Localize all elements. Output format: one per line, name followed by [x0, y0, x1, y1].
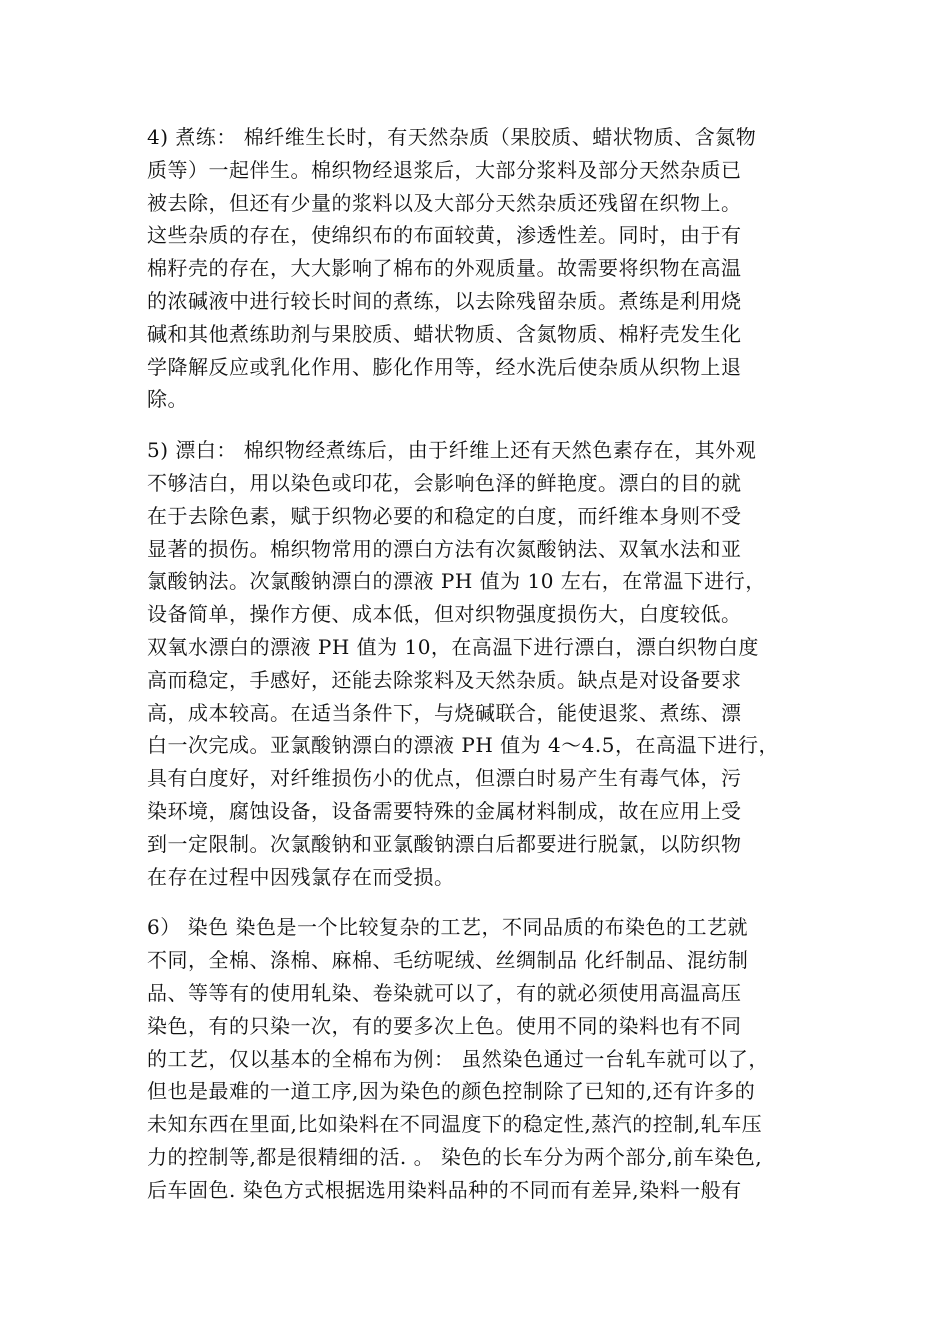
text-line: 不够洁白，用以染色或印花，会影响色泽的鲜艳度。漂白的目的就	[147, 470, 742, 495]
text-line: 氯酸钠法。次氯酸钠漂白的漂液 PH 值为 10 左右，在常温下进行，	[147, 569, 766, 594]
text-line: 后车固色. 染色方式根据选用染料品种的不同而有差异,染料一般有	[147, 1177, 742, 1202]
text-line: 在存在过程中因残氯存在而受损。	[147, 864, 455, 889]
text-line: 品、等等有的使用轧染、卷染就可以了，有的就必须使用高温高压	[147, 980, 742, 1005]
text-line: 显著的损伤。棉织物常用的漂白方法有次氮酸钠法、双氧水法和亚	[147, 536, 742, 561]
text-line: 质等）一起伴生。棉织物经退浆后，大部分浆料及部分天然杂质已	[147, 157, 742, 182]
text-line: 的工艺，仅以基本的全棉布为例： 虽然染色通过一台轧车就可以了，	[147, 1046, 769, 1071]
text-line: 力的控制等,都是很精细的活. 。 染色的长车分为两个部分,前车染色,	[147, 1144, 763, 1169]
text-line: 白一次完成。亚氯酸钠漂白的漂液 PH 值为 4～4.5，在高温下进行，	[147, 733, 780, 758]
text-line: 棉籽壳的存在，大大影响了棉布的外观质量。故需要将织物在高温	[147, 256, 742, 281]
text-line: 未知东西在里面,比如染料在不同温度下的稳定性,蒸汽的控制,轧车压	[147, 1112, 763, 1137]
text-line: 学降解反应或乳化作用、膨化作用等，经水洗后使杂质从织物上退	[147, 354, 742, 379]
text-line: 这些杂质的存在，使绵织布的布面较黄，渗透性差。同时，由于有	[147, 223, 742, 248]
text-line: 染色，有的只染一次，有的要多次上色。使用不同的染料也有不同	[147, 1013, 742, 1038]
text-line: 设备简单，操作方便、成本低，但对织物强度损伤大，白度较低。	[147, 602, 742, 627]
paragraph-scouring	[147, 121, 827, 416]
text-line: 除。	[147, 387, 188, 412]
text-line: 碱和其他煮练助剂与果胶质、蜡状物质、含氮物质、棉籽壳发生化	[147, 321, 742, 346]
text-line: 5) 漂白： 棉织物经煮练后，由于纤维上还有天然色素存在，其外观	[147, 438, 757, 463]
paragraph-dyeing	[147, 911, 827, 1206]
text-line: 被去除，但还有少量的浆料以及大部分天然杂质还残留在织物上。	[147, 190, 742, 215]
text-line: 高而稳定，手感好，还能去除浆料及天然杂质。缺点是对设备要求	[147, 667, 742, 692]
text-line: 6） 染色 染色是一个比较复杂的工艺，不同品质的布染色的工艺就	[147, 915, 748, 940]
text-line: 染环境，腐蚀设备，设备需要特殊的金属材料制成，故在应用上受	[147, 798, 742, 823]
text-line: 不同，全棉、涤棉、麻棉、毛纺呢绒、丝绸制品 化纤制品、混纺制	[147, 948, 749, 973]
text-line: 高，成本较高。在适当条件下，与烧碱联合，能使退浆、煮练、漂	[147, 700, 742, 725]
text-line: 但也是最难的一道工序,因为染色的颜色控制除了已知的,还有许多的	[147, 1079, 756, 1104]
document-body	[147, 121, 827, 1225]
text-line: 双氧水漂白的漂液 PH 值为 10，在高温下进行漂白，漂白织物白度	[147, 634, 759, 659]
text-line: 到一定限制。次氯酸钠和亚氯酸钠漂白后都要进行脱氯，以防织物	[147, 831, 742, 856]
text-line: 的浓碱液中进行较长时间的煮练，以去除残留杂质。煮练是利用烧	[147, 288, 742, 313]
text-line: 具有白度好，对纤维损伤小的优点，但漂白时易产生有毒气体，污	[147, 766, 742, 791]
text-line: 在于去除色素，赋于织物必要的和稳定的白度，而纤维本身则不受	[147, 503, 742, 528]
paragraph-bleaching	[147, 434, 827, 893]
text-line: 4) 煮练： 棉纤维生长时，有天然杂质（果胶质、蜡状物质、含氮物	[147, 125, 757, 149]
